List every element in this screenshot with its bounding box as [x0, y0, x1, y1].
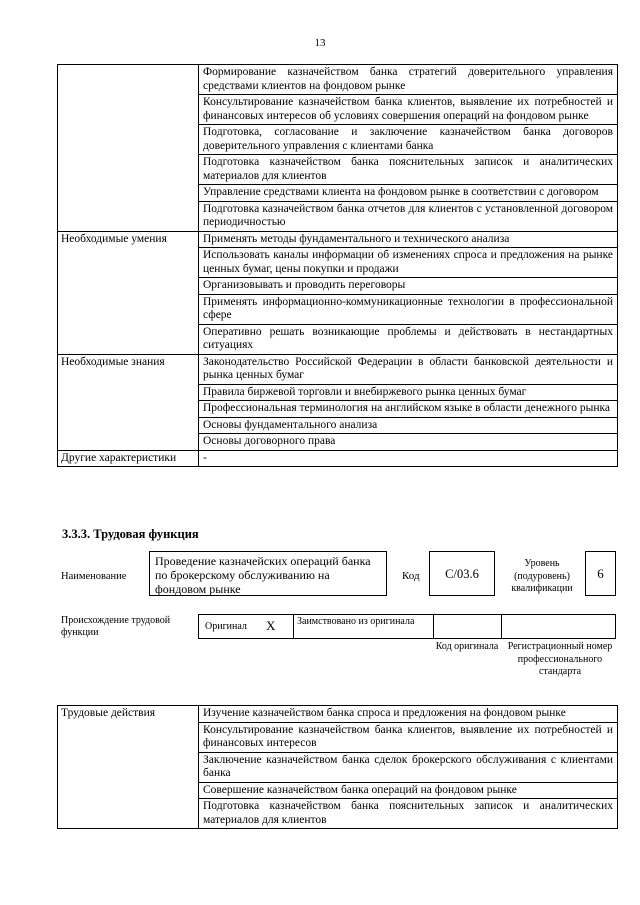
code-value-box: С/03.6 [429, 551, 495, 596]
skill-cell: Применять информационно-коммуникационные технологии в профессиональной сфере [199, 294, 618, 324]
other-value: - [199, 450, 618, 467]
code-label: Код [402, 570, 420, 582]
requirements-table [57, 64, 618, 467]
labor-actions-table [57, 705, 618, 829]
section-title: 3.3.3. Трудовая функция [62, 527, 199, 541]
divider [433, 614, 434, 639]
page-number: 13 [314, 37, 326, 49]
action-cell: Подготовка, согласование и заключение казначейством банка договоров доверительного управления с клиентами банка [199, 125, 618, 155]
actions-label-cell [58, 65, 199, 232]
action-cell: Изучение казначейством банка спроса и предложения на фондовом рынке [199, 706, 618, 723]
skill-cell: Применять методы фундаментального и технического анализа [199, 231, 618, 248]
action-cell: Управление средствами клиента на фондовом рынке в соответствии с договором [199, 185, 618, 202]
knowledge-label: Необходимые знания [58, 354, 199, 450]
skill-cell: Оперативно решать возникающие проблемы и действовать в нестандартных ситуациях [199, 324, 618, 354]
skill-cell: Использовать каналы информации об изменениях спроса и предложения на рынке ценных бумаг, цены покупки и продажи [199, 248, 618, 278]
table-row [58, 706, 618, 723]
level-label: Уровень (подуровень) квалификации [511, 558, 573, 594]
origin-label: Происхождение трудовой функции [61, 615, 171, 638]
table-row [58, 450, 618, 467]
knowledge-cell: Профессиональная терминология на английском языке в области денежного рынка [199, 401, 618, 418]
divider [293, 614, 294, 639]
action-cell: Подготовка казначейством банка пояснительных записок и аналитических материалов для клиентов [199, 155, 618, 185]
table-row [58, 231, 618, 248]
action-cell: Формирование казначейством банка стратегий доверительного управления средствами клиентов на фондовом рынке [199, 65, 618, 95]
function-name-box: Проведение казначейских операций банка по брокерскому обслуживанию на фондовом рынке [149, 551, 387, 596]
original-label: Оригинал [205, 621, 247, 632]
original-mark: X [266, 618, 276, 633]
knowledge-cell: Правила биржевой торговли и внебиржевого рынка ценных бумаг [199, 384, 618, 401]
knowledge-cell: Основы договорного права [199, 434, 618, 451]
labor-actions-label: Трудовые действия [58, 706, 199, 829]
borrowed-label: Заимствовано из оригинала [297, 616, 415, 627]
skill-cell: Организовывать и проводить переговоры [199, 278, 618, 295]
action-cell: Консультирование казначейством банка клиентов, выявление их потребностей и финансовых интересов об условиях совершения операций на фондовом рынке [199, 95, 618, 125]
action-cell: Заключение казначейством банка сделок брокерского обслуживания с клиентами банка [199, 752, 618, 782]
level-value-box: 6 [585, 551, 616, 596]
action-cell: Консультирование казначейством банка клиентов, выявление их потребностей и финансовых интересов [199, 722, 618, 752]
table-row [58, 354, 618, 384]
code-original-caption: Код оригинала [435, 641, 499, 652]
action-cell: Подготовка казначейством банка пояснительных записок и аналитических материалов для клиентов [199, 799, 618, 829]
table-row [58, 65, 618, 95]
knowledge-cell: Основы фундаментального анализа [199, 417, 618, 434]
divider [501, 614, 502, 639]
action-cell: Подготовка казначейством банка отчетов для клиентов с установленной договором периодичностью [199, 201, 618, 231]
name-label: Наименование [61, 571, 127, 582]
reg-number-caption: Регистрационный номер профессионального стандарта [507, 641, 613, 677]
skills-label: Необходимые умения [58, 231, 199, 354]
origin-box [198, 614, 616, 639]
knowledge-cell: Законодательство Российской Федерации в области банковской деятельности и рынка ценных бумаг [199, 354, 618, 384]
action-cell: Совершение казначейством банка операций на фондовом рынке [199, 782, 618, 799]
other-label: Другие характеристики [58, 450, 199, 467]
